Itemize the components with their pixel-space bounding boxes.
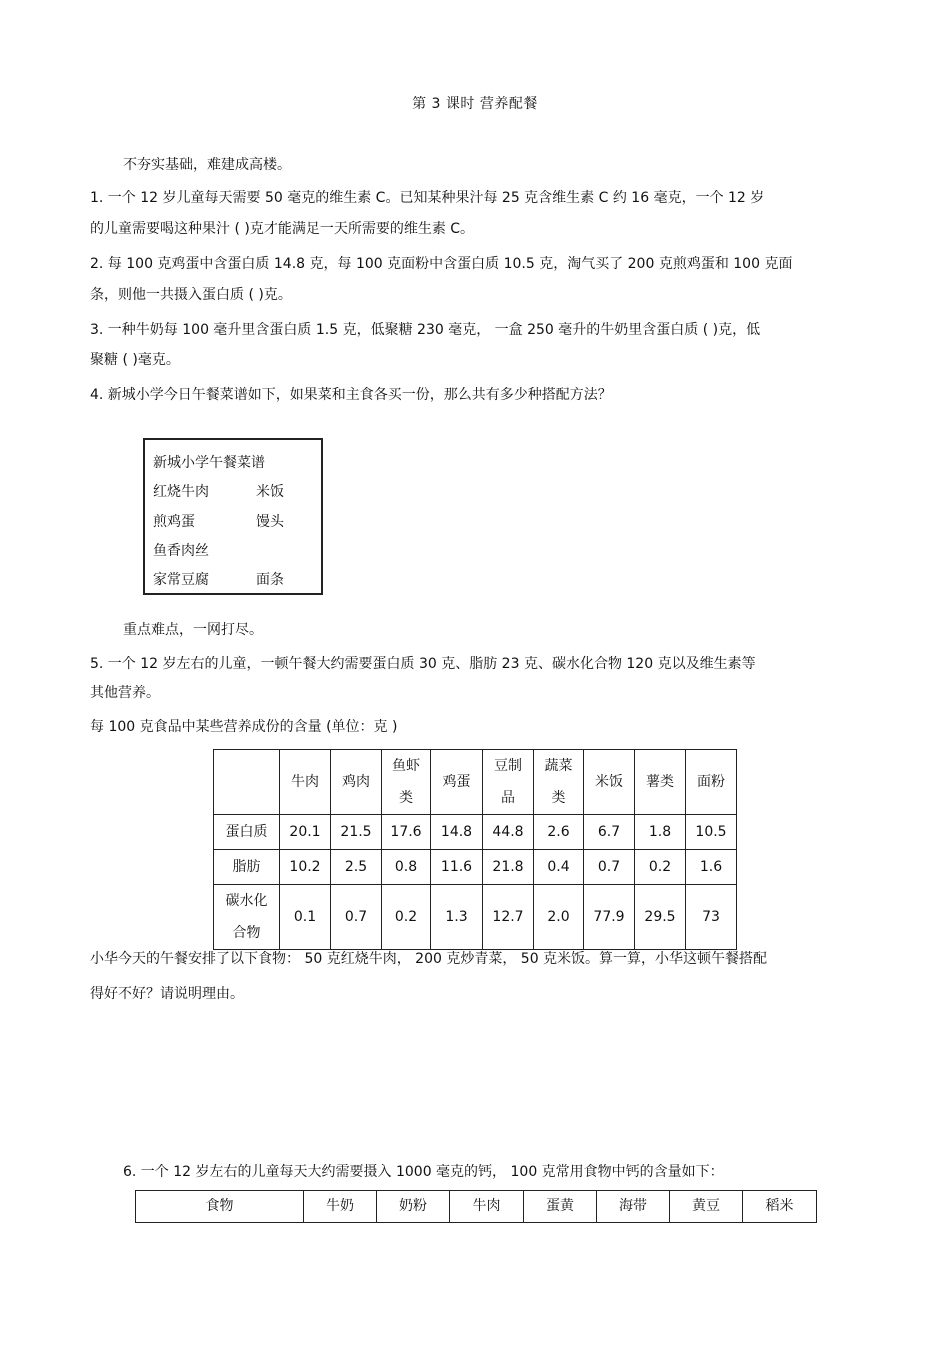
table-cell: 0.7 bbox=[331, 885, 382, 950]
section-heading-key-points: 重点难点，一网打尽。 bbox=[123, 622, 263, 638]
column-header: 米饭 bbox=[584, 750, 635, 815]
table-cell: 21.5 bbox=[331, 815, 382, 850]
table-header-row bbox=[214, 750, 737, 815]
table-row bbox=[214, 850, 737, 885]
table-cell: 2.6 bbox=[534, 815, 584, 850]
question-5-line-2: 其他营养。 bbox=[90, 685, 160, 701]
menu-row bbox=[153, 569, 284, 589]
question-3-line-2: 聚糖 ( )毫克。 bbox=[90, 352, 180, 368]
question-4-line-1: 4. 新城小学今日午餐菜谱如下，如果菜和主食各买一份，那么共有多少种搭配方法？ bbox=[90, 387, 612, 403]
nutrition-table bbox=[213, 749, 737, 950]
question-2-line-1: 2. 每 100 克鸡蛋中含蛋白质 14.8 克，每 100 克面粉中含蛋白质 10.5 克，淘气买了 200 克煎鸡蛋和 100 克面 bbox=[90, 256, 793, 272]
column-header bbox=[382, 750, 431, 815]
table-cell: 0.2 bbox=[635, 850, 686, 885]
table-cell: 0.7 bbox=[584, 850, 635, 885]
row-header-text: 碳水化合物 bbox=[225, 893, 268, 941]
column-header: 面粉 bbox=[686, 750, 737, 815]
column-header bbox=[483, 750, 534, 815]
table-cell: 2.5 bbox=[331, 850, 382, 885]
column-header: 薯类 bbox=[635, 750, 686, 815]
menu-row bbox=[153, 511, 284, 531]
table-cell: 10.2 bbox=[280, 850, 331, 885]
menu-staple: 面条 bbox=[256, 572, 284, 588]
row-header: 蛋白质 bbox=[214, 815, 280, 850]
table-cell: 0.4 bbox=[534, 850, 584, 885]
menu-dish: 红烧牛肉 bbox=[153, 484, 209, 500]
table-cell: 6.7 bbox=[584, 815, 635, 850]
table-cell: 73 bbox=[686, 885, 737, 950]
table-cell: 77.9 bbox=[584, 885, 635, 950]
question-1-line-1: 1. 一个 12 岁儿童每天需要 50 毫克的维生素 C。已知某种果汁每 25 克含维生素 C 约 16 毫克，一个 12 岁 bbox=[90, 190, 765, 206]
question-5-after-line-2: 得好不好？请说明理由。 bbox=[90, 986, 244, 1002]
question-3-line-1: 3. 一种牛奶每 100 毫升里含蛋白质 1.5 克，低聚糖 230 毫克， 一盒 250 毫升的牛奶里含蛋白质 ( )克，低 bbox=[90, 322, 761, 338]
section-heading-basics: 不夯实基础，难建成高楼。 bbox=[123, 157, 291, 173]
menu-staple: 馒头 bbox=[256, 514, 284, 530]
table-row bbox=[214, 815, 737, 850]
menu-dish: 家常豆腐 bbox=[153, 572, 209, 588]
table-cell: 44.8 bbox=[483, 815, 534, 850]
column-header: 蛋黄 bbox=[524, 1191, 597, 1223]
question-5-after-line-1: 小华今天的午餐安排了以下食物： 50 克红烧牛肉， 200 克炒青菜， 50 克米饭。算一算，小华这顿午餐搭配 bbox=[90, 951, 768, 967]
menu-title: 新城小学午餐菜谱 bbox=[153, 455, 265, 471]
table-cell: 29.5 bbox=[635, 885, 686, 950]
table-cell: 20.1 bbox=[280, 815, 331, 850]
lunch-menu-box bbox=[143, 438, 323, 595]
calcium-table bbox=[135, 1190, 817, 1223]
page-title: 第 3 课时 营养配餐 bbox=[412, 96, 538, 112]
column-header: 牛奶 bbox=[304, 1191, 377, 1223]
column-header-text: 豆制品 bbox=[494, 758, 522, 806]
table-cell: 2.0 bbox=[534, 885, 584, 950]
row-header bbox=[214, 885, 280, 950]
table-cell: 0.1 bbox=[280, 885, 331, 950]
question-2-line-2: 条，则他一共摄入蛋白质 ( )克。 bbox=[90, 287, 292, 303]
column-header-text: 鱼虾类 bbox=[392, 758, 420, 806]
row-header: 脂肪 bbox=[214, 850, 280, 885]
table-cell: 11.6 bbox=[431, 850, 483, 885]
question-5-line-1: 5. 一个 12 岁左右的儿童，一顿午餐大约需要蛋白质 30 克、脂肪 23 克、碳水化合物 120 克以及维生素等 bbox=[90, 656, 756, 672]
table-row bbox=[214, 885, 737, 950]
menu-staple: 米饭 bbox=[256, 484, 284, 500]
column-header: 鸡肉 bbox=[331, 750, 382, 815]
table-cell: 17.6 bbox=[382, 815, 431, 850]
table-cell: 1.8 bbox=[635, 815, 686, 850]
table-header-row bbox=[136, 1191, 817, 1223]
table-corner-cell bbox=[214, 750, 280, 815]
column-header bbox=[534, 750, 584, 815]
column-header: 稻米 bbox=[743, 1191, 817, 1223]
table-cell: 12.7 bbox=[483, 885, 534, 950]
table-cell: 1.6 bbox=[686, 850, 737, 885]
table-cell: 10.5 bbox=[686, 815, 737, 850]
column-header: 鸡蛋 bbox=[431, 750, 483, 815]
column-header: 牛肉 bbox=[450, 1191, 524, 1223]
column-header: 黄豆 bbox=[670, 1191, 743, 1223]
table-cell: 21.8 bbox=[483, 850, 534, 885]
menu-row bbox=[153, 481, 284, 501]
table-cell: 1.3 bbox=[431, 885, 483, 950]
column-header: 海带 bbox=[597, 1191, 670, 1223]
column-header-text: 蔬菜类 bbox=[544, 758, 573, 806]
menu-dish: 鱼香肉丝 bbox=[153, 543, 209, 559]
nutrition-table-caption: 每 100 克食品中某些营养成份的含量 (单位：克 ) bbox=[90, 719, 398, 735]
table-cell: 0.8 bbox=[382, 850, 431, 885]
menu-dish: 煎鸡蛋 bbox=[153, 514, 195, 530]
table-cell: 0.2 bbox=[382, 885, 431, 950]
question-6-line-1: 6. 一个 12 岁左右的儿童每天大约需要摄入 1000 毫克的钙， 100 克常用食物中钙的含量如下： bbox=[123, 1164, 724, 1180]
menu-row bbox=[153, 540, 209, 560]
column-header: 奶粉 bbox=[377, 1191, 450, 1223]
question-1-line-2: 的儿童需要喝这种果汁 ( )克才能满足一天所需要的维生素 C。 bbox=[90, 221, 475, 237]
table-cell: 14.8 bbox=[431, 815, 483, 850]
column-header: 牛肉 bbox=[280, 750, 331, 815]
column-header: 食物 bbox=[136, 1191, 304, 1223]
